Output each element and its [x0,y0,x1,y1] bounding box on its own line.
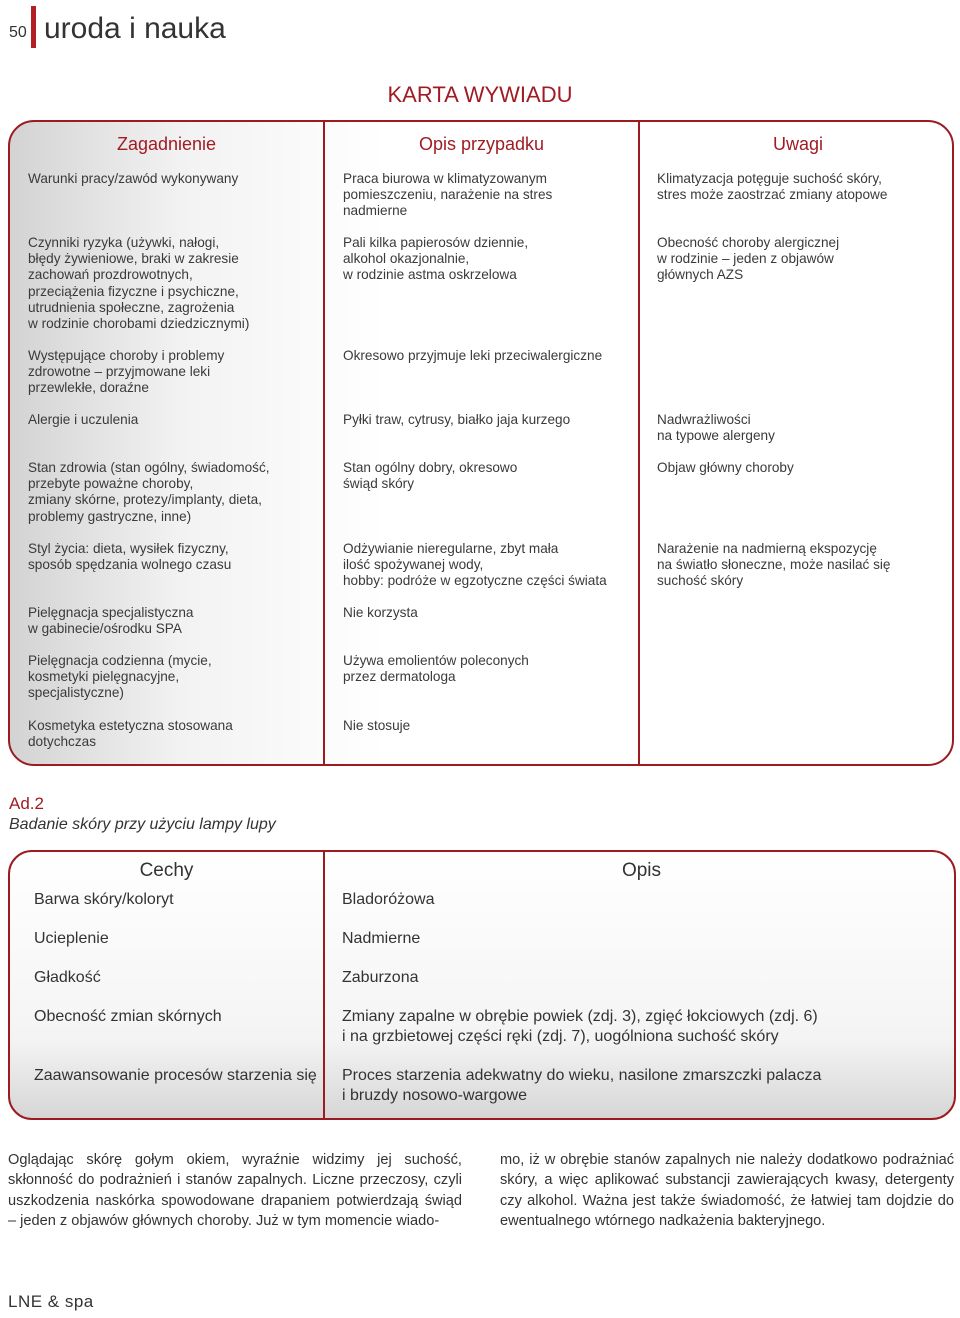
topic-cell: Styl życia: dieta, wysiłek fizyczny, sposób spędzania wolnego czasu [28,541,232,573]
topic-cell: Stan zdrowia (stan ogólny, świadomość, przebyte poważne choroby, zmiany skórne, protezy/implanty, dieta, problemy gastryczne, inne) [28,460,270,524]
description-cell: Proces starzenia adekwatny do wieku, nasilone zmarszczki palacza i bruzdy nosowo-wargowe [342,1067,822,1104]
footer-brand: LNE & spa [8,1292,94,1311]
description-cell: Bladoróżowa [342,891,435,908]
column-header-description: Opis [621,860,662,881]
topic-cell: Występujące choroby i problemy zdrowotne – przyjmowane leki przewlekłe, doraźne [28,348,225,396]
column-header-topic: Zagadnienie [116,134,217,154]
topic-cell: Pielęgnacja specjalistyczna w gabinecie/ośrodku SPA [28,605,194,637]
remarks-cell: Obecność choroby alergicznej w rodzinie – jeden z objawów głównych AZS [657,235,840,283]
topic-cell: Warunki pracy/zawód wykonywany [28,171,239,186]
description-cell: Zmiany zapalne w obrębie powiek (zdj. 3), zgięć łokciowych (zdj. 6) i na grzbietowej części ręki (zdj. 7), uogólniona suchość skóry [342,1008,818,1045]
description-cell: Nie stosuje [343,718,411,733]
column-divider [323,852,325,1118]
topic-cell: Alergie i uczulenia [28,412,139,427]
description-cell: Stan ogólny dobry, okresowo świąd skóry [343,460,518,492]
feature-cell: Barwa skóry/koloryt [34,891,174,908]
interview-table [8,120,954,766]
description-cell: Praca biurowa w klimatyzowanym pomieszczeniu, narażenie na stres nadmierne [343,171,553,219]
description-cell: Okresowo przyjmuje leki przeciwalergiczne [343,348,603,363]
column-divider [638,122,640,764]
topic-cell: Czynniki ryzyka (używki, nałogi, błędy żywieniowe, braki w zakresie zachowań prozdrowotnych, przeciążenia fizyczne i psychiczne, utrudnienia społeczne, zagrożenia w rodzinie chorobami dziedzicznymi) [28,235,250,332]
section-label: Ad.2 [9,794,44,813]
feature-cell: Ucieplenie [34,930,109,947]
description-cell: Odżywianie nieregularne, zbyt mała ilość spożywanej wody, hobby: podróże w egzotyczne części świata [343,541,607,589]
column-divider [323,122,325,764]
description-cell: Używa emolientów poleconych przez dermatologa [343,653,529,685]
feature-cell: Zaawansowanie procesów starzenia się [34,1067,317,1084]
section-subtitle: Badanie skóry przy użyciu lampy lupy [9,816,276,833]
feature-cell: Gładkość [34,969,101,986]
topic-cell: Pielęgnacja codzienna (mycie, kosmetyki pielęgnacyjne, specjalistyczne) [28,653,212,701]
page-number: 50 [9,24,27,41]
remarks-cell: Objaw główny choroby [657,460,794,475]
feature-cell: Obecność zmian skórnych [34,1008,222,1025]
description-cell: Nie korzysta [343,605,418,620]
description-cell: Zaburzona [342,969,419,986]
section-title: uroda i nauka [44,12,226,45]
description-cell: Pyłki traw, cytrusy, białko jaja kurzego [343,412,571,427]
skin-exam-table [8,850,956,1120]
remarks-cell: Klimatyzacja potęguje suchość skóry, stres może zaostrzać zmiany atopowe [657,171,888,203]
description-cell: Pali kilka papierosów dziennie, alkohol okazjonalnie, w rodzinie astma oskrzelowa [343,235,529,283]
body-text-left: Oglądając skórę gołym okiem, wyraźnie widzimy jej suchość, skłonność do podrażnień i stanów zapalnych. Liczne przeczosy, czyli uszkodzenia naskórka spowodowane drapaniem potwierdzają świąd – jeden z objawów głównych choroby. Już w tym momencie wiado- [8,1152,462,1230]
header-accent-bar [31,6,36,48]
column-header-feature: Cechy [139,860,194,881]
remarks-cell: Narażenie na nadmierną ekspozycję na światło słoneczne, może nasilać się suchość skóry [657,541,891,589]
description-cell: Nadmierne [342,930,421,947]
card-title: KARTA WYWIADU [387,82,573,107]
topic-cell: Kosmetyka estetyczna stosowana dotychczas [28,718,233,750]
body-text-right: mo, iż w obrębie stanów zapalnych nie należy dodatkowo podrażniać skóry, a więc aplikować substancji zawierających kwasy, detergenty czy alkohol. Ważna jest także świadomość, że łatwiej tam dojdzie do ewentualnego wtórnego nadkażenia bakteryjnego. [500,1152,954,1230]
column-header-description: Opis przypadku [418,134,545,154]
remarks-cell: Nadwrażliwości na typowe alergeny [657,412,775,444]
column-header-remarks: Uwagi [772,134,824,154]
page-header [0,0,960,60]
